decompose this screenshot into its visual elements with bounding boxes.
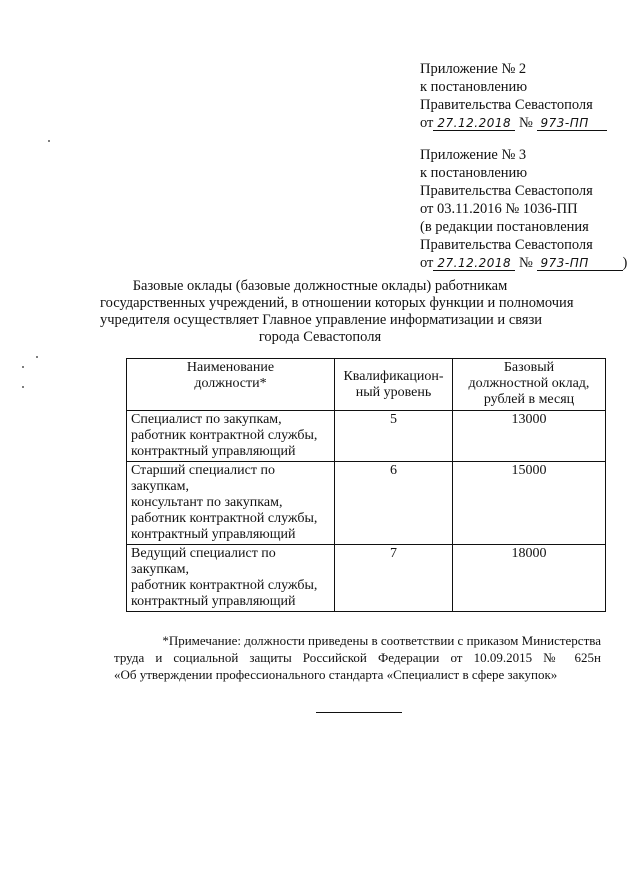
appendix-2-ot: от xyxy=(420,115,434,131)
position-name-line: закупкам, xyxy=(131,479,190,494)
qualification-level-cell: 7 xyxy=(335,545,453,612)
closing-rule xyxy=(316,712,402,713)
position-name-line: Ведущий специалист по xyxy=(131,546,276,561)
position-name-line: Старший специалист по xyxy=(131,463,275,478)
scan-speck xyxy=(48,140,50,142)
appendix-2-to-resolution: к постановлению xyxy=(420,79,528,95)
header-position-line-2: должности* xyxy=(194,376,267,391)
base-salary-cell: 15000 xyxy=(453,462,606,545)
table-row xyxy=(127,411,606,462)
appendix-3-close-paren: ) xyxy=(622,255,628,271)
appendix-2-title: Приложение № 2 xyxy=(420,61,527,77)
appendix-3-original-date: от 03.11.2016 № 1036-ПП xyxy=(420,201,578,217)
footnote-line-1: *Примечание: должности приведены в соответствии с приказом Министерства xyxy=(162,633,601,648)
appendix-3-no-sign: № xyxy=(519,255,533,271)
appendix-2-number: 973-ПП xyxy=(537,116,607,131)
base-salary-cell: 18000 xyxy=(453,545,606,612)
position-name-line: консультант по закупкам, xyxy=(131,495,283,510)
scan-speck xyxy=(36,356,38,358)
position-name-cell xyxy=(127,462,335,545)
title-line-1: Базовые оклады (базовые должностные оклады) работникам xyxy=(132,278,508,294)
position-name-line: работник контрактной службы, xyxy=(131,578,318,593)
position-name-line: контрактный управляющий xyxy=(131,594,296,609)
position-name-line: контрактный управляющий xyxy=(131,527,296,542)
salary-table xyxy=(126,358,606,612)
title-line-3: учредителя осуществляет Главное управление информатизации и связи xyxy=(100,312,543,328)
footnote-line-2: труда и социальной защиты Российской Федерации от 10.09.2015 № 625н xyxy=(114,650,601,665)
appendix-3-to-resolution: к постановлению xyxy=(420,165,528,181)
appendix-3-government-2: Правительства Севастополя xyxy=(420,237,593,253)
footnote xyxy=(114,632,601,683)
base-salary-cell: 13000 xyxy=(453,411,606,462)
table-header-row xyxy=(127,359,606,411)
appendix-3-date-line xyxy=(420,254,627,272)
appendix-2-header xyxy=(420,60,607,132)
appendix-2-government: Правительства Севастополя xyxy=(420,97,593,113)
scan-speck xyxy=(22,386,24,388)
appendix-2-no-sign: № xyxy=(519,115,533,131)
document-title xyxy=(100,278,574,346)
header-position-name xyxy=(127,359,335,411)
header-salary-line-2: должностной оклад, xyxy=(468,376,590,391)
qualification-level-cell: 5 xyxy=(335,411,453,462)
scan-speck xyxy=(22,366,24,368)
appendix-3-government: Правительства Севастополя xyxy=(420,183,593,199)
header-position-line-1: Наименование xyxy=(186,360,275,375)
table-row xyxy=(127,545,606,612)
header-level-line-1: Квалификацион- xyxy=(343,368,444,384)
header-level-line-2: ный уровень xyxy=(355,384,432,400)
header-base-salary xyxy=(453,359,606,411)
position-name-line: контрактный управляющий xyxy=(131,444,296,459)
appendix-3-title: Приложение № 3 xyxy=(420,147,527,163)
title-line-4: города Севастополя xyxy=(258,329,382,345)
position-name-cell xyxy=(127,545,335,612)
appendix-2-date-line xyxy=(420,114,607,132)
footnote-line-3: «Об утверждении профессионального стандарта «Специалист в сфере закупок» xyxy=(114,667,558,682)
appendix-3-edition-note: (в редакции постановления xyxy=(420,219,589,235)
qualification-level-cell: 6 xyxy=(335,462,453,545)
appendix-3-date: 27.12.2018 xyxy=(433,256,515,271)
appendix-2-date: 27.12.2018 xyxy=(433,116,515,131)
title-line-2: государственных учреждений, в отношении которых функции и полномочия xyxy=(100,295,574,311)
table-row xyxy=(127,462,606,545)
appendix-3-header xyxy=(420,146,627,272)
appendix-3-number: 973-ПП xyxy=(537,256,623,271)
position-name-line: Специалист по закупкам, xyxy=(131,412,282,427)
position-name-line: работник контрактной службы, xyxy=(131,428,318,443)
appendix-3-ot: от xyxy=(420,255,434,271)
header-qualification-level xyxy=(335,359,453,411)
position-name-line: закупкам, xyxy=(131,562,190,577)
position-name-cell xyxy=(127,411,335,462)
header-salary-line-3: рублей в месяц xyxy=(483,392,575,407)
position-name-line: работник контрактной службы, xyxy=(131,511,318,526)
header-salary-line-1: Базовый xyxy=(503,360,555,375)
